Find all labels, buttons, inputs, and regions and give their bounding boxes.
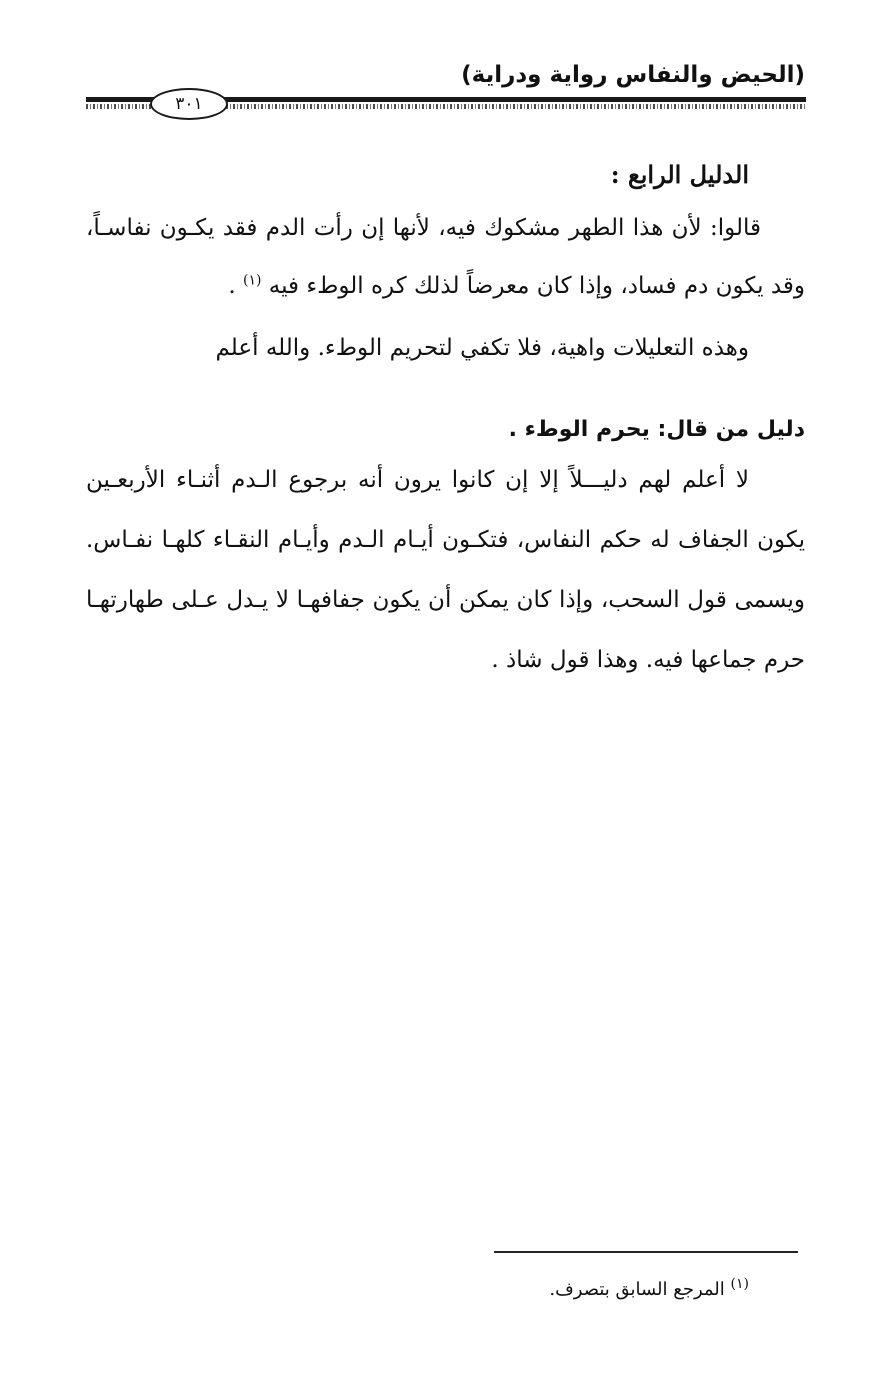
paragraph-line-text: وقد يكون دم فساد، وإذا كان معرضاً لذلك كره الوطء فيه: [268, 273, 805, 299]
paragraph-line: يكون الجفاف له حكم النفاس، فتكـون أيـام الـدم وأيـام النقـاء كلهـا نفـاس.: [86, 527, 805, 553]
footnote: [549, 1275, 749, 1305]
running-title: (الحيض والنفاس رواية ودراية): [461, 62, 805, 88]
paragraph-line: قالوا: لأن هذا الطهر مشكوك فيه، لأنها إن رأت الدم فقد يكـون نفاسـاً،: [86, 215, 761, 241]
section-heading-prohibition: دليل من قال: يحرم الوطء .: [508, 417, 805, 442]
section-heading-fourth-evidence: الدليل الرابع :: [610, 160, 749, 189]
footnote-reference: (١): [242, 272, 262, 289]
footnote-marker: (١): [730, 1276, 749, 1292]
paragraph-line: ويسمى قول السحب، وإذا كان يمكن أن يكون جفافهـا لا يـدل عـلى طهارتهـا: [86, 587, 805, 613]
paragraph-line: لا أعلم لهم دليـــلاً إلا إن كانوا يرون أنه برجوع الـدم أثنـاء الأربعـين: [86, 467, 749, 493]
page-number-text: ٣٠١: [175, 94, 203, 114]
footnote-text: المرجع السابق بتصرف.: [549, 1279, 725, 1300]
paragraph-line: وهذه التعليلات واهية، فلا تكفي لتحريم الوطء. والله أعلم: [215, 335, 749, 361]
paragraph-line: [228, 266, 805, 306]
footnote-separator: [494, 1251, 798, 1253]
page-number: [150, 88, 228, 120]
sentence-end: .: [228, 273, 236, 299]
paragraph-line: حرم جماعها فيه. وهذا قول شاذ .: [491, 647, 805, 673]
